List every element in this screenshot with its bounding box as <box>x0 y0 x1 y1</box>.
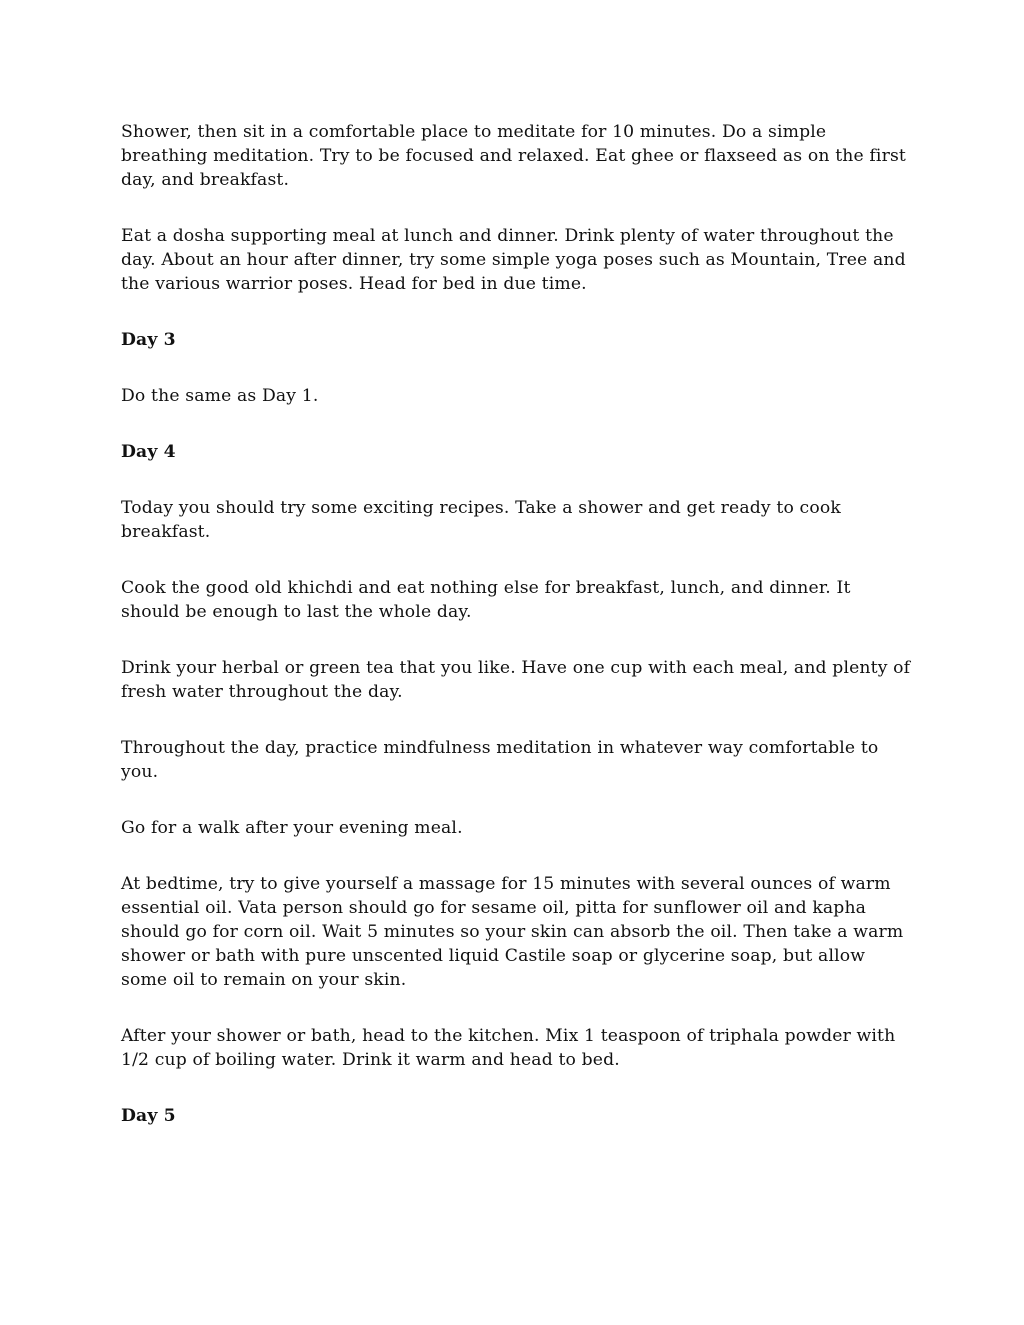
paragraph-dosha-meal: Eat a dosha supporting meal at lunch and dinner. Drink plenty of water throughout the day. About an hour after dinner, try some simple yoga poses such as Mountain, Tree and the various warrior poses. Head for bed in due time. <box>121 226 906 294</box>
paragraph-exciting-recipes: Today you should try some exciting recipes. Take a shower and get ready to cook breakfast. <box>121 498 841 542</box>
paragraph-walk: Go for a walk after your evening meal. <box>121 818 463 838</box>
paragraph-shower-meditate: Shower, then sit in a comfortable place to meditate for 10 minutes. Do a simple breathing meditation. Try to be focused and relaxed. Eat ghee or flaxseed as on the first day, and breakfast. <box>121 122 906 190</box>
paragraph-mindfulness: Throughout the day, practice mindfulness meditation in whatever way comfortable to you. <box>121 738 879 782</box>
heading-day-4: Day 4 <box>121 442 176 462</box>
document-page <box>121 120 911 1160</box>
paragraph-same-as-day-1: Do the same as Day 1. <box>121 386 319 406</box>
paragraph-herbal-tea: Drink your herbal or green tea that you like. Have one cup with each meal, and plenty of fresh water throughout the day. <box>121 658 911 702</box>
paragraph-massage: At bedtime, try to give yourself a massage for 15 minutes with several ounces of warm essential oil. Vata person should go for sesame oil, pitta for sunflower oil and kapha should go for corn oil. Wait 5 minutes so your skin can absorb the oil. Then take a warm shower or bath with pure unscented liquid Castile soap or glycerine soap, but allow some oil to remain on your skin. <box>121 874 904 990</box>
heading-day-5: Day 5 <box>121 1106 176 1126</box>
paragraph-khichdi: Cook the good old khichdi and eat nothing else for breakfast, lunch, and dinner. It should be enough to last the whole day. <box>121 578 851 622</box>
paragraph-triphala: After your shower or bath, head to the kitchen. Mix 1 teaspoon of triphala powder with 1/2 cup of boiling water. Drink it warm and head to bed. <box>121 1026 896 1070</box>
heading-day-3: Day 3 <box>121 330 176 350</box>
